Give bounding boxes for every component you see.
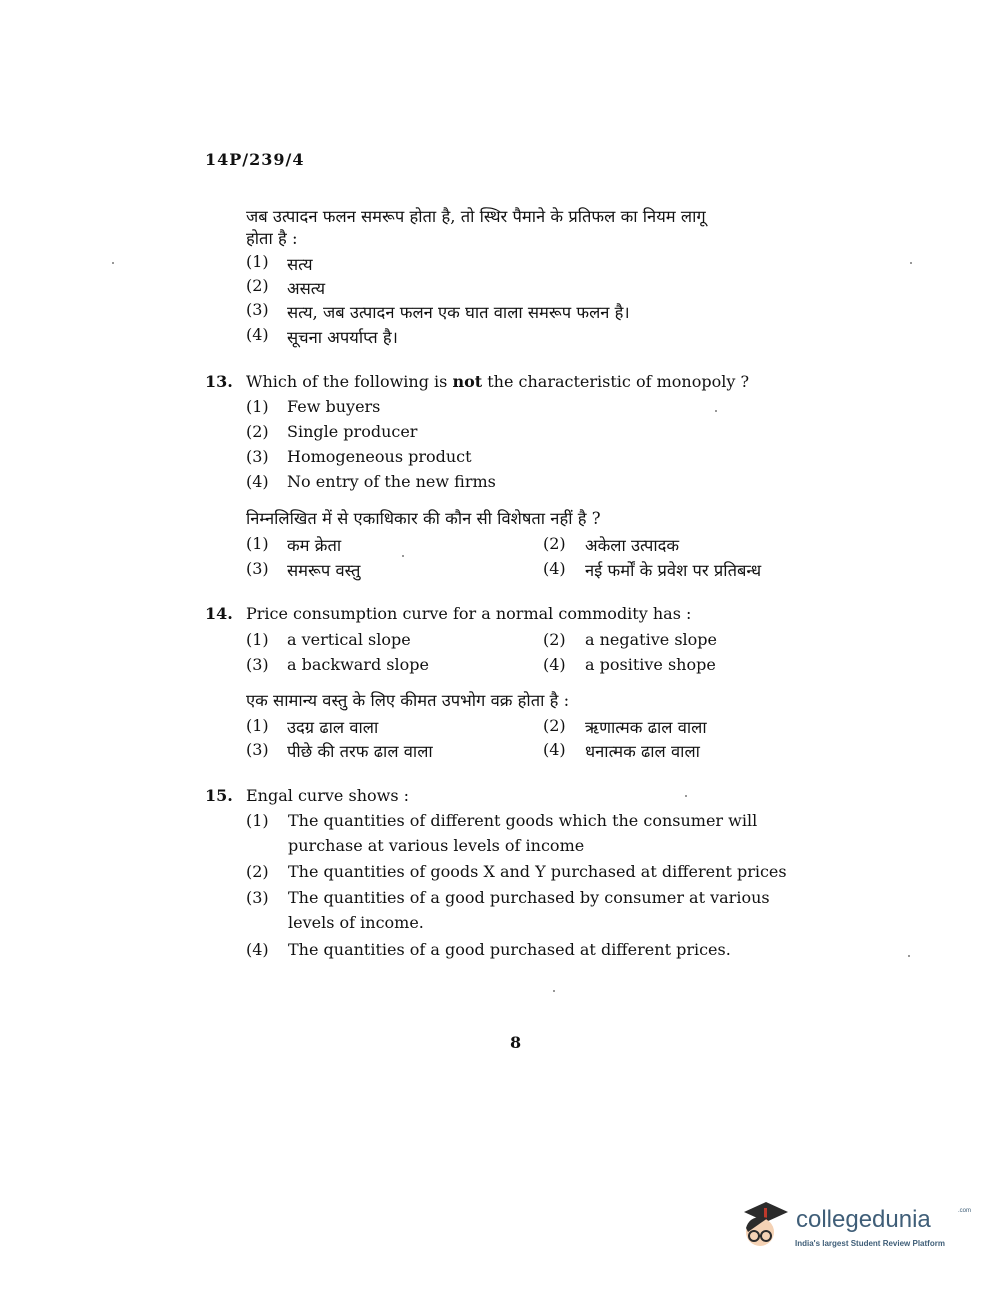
option-text: a positive shope xyxy=(585,655,716,674)
option-text-continued: levels of income. xyxy=(288,913,424,932)
question-number: 14. xyxy=(205,604,233,623)
option-number: (2) xyxy=(543,534,566,553)
option-text: Homogeneous product xyxy=(287,447,472,466)
scan-speck xyxy=(715,410,717,412)
q12-question-line1: जब उत्पादन फलन समरूप होता है, तो स्थिर पैमाने के प्रतिफल का नियम लागू xyxy=(246,207,706,226)
option-number: (4) xyxy=(543,655,566,674)
option-text: Single producer xyxy=(287,422,418,441)
scan-speck xyxy=(685,795,687,797)
hindi-option-text: नई फर्मों के प्रवेश पर प्रतिबन्ध xyxy=(585,561,762,580)
option-text: The quantities of different goods which the consumer will xyxy=(288,811,758,830)
brand-name: collegedunia xyxy=(796,1206,931,1233)
q12-option-num: (3) xyxy=(246,300,269,319)
question-text: Engal curve shows : xyxy=(246,786,410,805)
q12-question-line2: होता है : xyxy=(246,229,298,248)
q12-option-num: (1) xyxy=(246,252,269,271)
hindi-option-text: पीछे की तरफ ढाल वाला xyxy=(287,742,433,761)
hindi-option-text: समरूप वस्तु xyxy=(287,561,361,580)
hindi-option-text: अकेला उत्पादक xyxy=(585,536,680,555)
hindi-option-text: उदग्र ढाल वाला xyxy=(287,718,379,737)
option-number: (4) xyxy=(246,472,269,491)
hindi-question-text: एक सामान्य वस्तु के लिए कीमत उपभोग वक्र होता है : xyxy=(246,691,570,710)
option-text: The quantities of a good purchased by consumer at various xyxy=(288,888,770,907)
option-number: (2) xyxy=(246,862,269,881)
option-text: The quantities of goods X and Y purchased at different prices xyxy=(288,862,787,881)
hindi-question-text: निम्नलिखित में से एकाधिकार की कौन सी विशेषता नहीं है ? xyxy=(246,509,601,528)
option-number: (3) xyxy=(246,888,269,907)
scan-speck xyxy=(112,262,114,264)
option-text: a negative slope xyxy=(585,630,717,649)
option-text: a vertical slope xyxy=(287,630,411,649)
option-number: (3) xyxy=(246,447,269,466)
brand-suffix: .com xyxy=(958,1208,972,1214)
q12-option-num: (2) xyxy=(246,276,269,295)
paper-code: 14P/239/4 xyxy=(205,150,305,169)
scan-speck xyxy=(553,990,555,992)
option-text: The quantities of a good purchased at different prices. xyxy=(288,940,731,959)
option-text: a backward slope xyxy=(287,655,429,674)
option-number: (1) xyxy=(246,630,269,649)
option-text-continued: purchase at various levels of income xyxy=(288,836,585,855)
q12-option-num: (4) xyxy=(246,325,269,344)
question-number: 15. xyxy=(205,786,233,805)
scan-speck xyxy=(908,955,910,957)
hindi-option-text: कम क्रेता xyxy=(287,536,342,555)
option-number: (2) xyxy=(543,716,566,735)
option-number: (4) xyxy=(543,740,566,759)
option-number: (1) xyxy=(246,811,269,830)
scan-speck xyxy=(910,262,912,264)
q12-option-text: सत्य xyxy=(287,255,313,274)
option-number: (4) xyxy=(543,559,566,578)
option-text: Few buyers xyxy=(287,397,381,416)
option-number: (2) xyxy=(246,422,269,441)
q12-option-text: असत्य xyxy=(287,279,326,298)
option-number: (1) xyxy=(246,534,269,553)
collegedunia-watermark xyxy=(738,1198,972,1258)
question-number: 13. xyxy=(205,372,233,391)
hindi-option-text: धनात्मक ढाल वाला xyxy=(585,742,700,761)
option-number: (3) xyxy=(246,559,269,578)
page-number: 8 xyxy=(510,1033,522,1052)
mascot-icon xyxy=(738,1198,794,1254)
option-number: (3) xyxy=(246,655,269,674)
option-number: (3) xyxy=(246,740,269,759)
option-number: (1) xyxy=(246,397,269,416)
question-text: Price consumption curve for a normal commodity has : xyxy=(246,604,692,623)
brand-tagline: India's largest Student Review Platform xyxy=(795,1239,945,1248)
option-number: (1) xyxy=(246,716,269,735)
scan-speck xyxy=(402,555,404,557)
hindi-option-text: ऋणात्मक ढाल वाला xyxy=(585,718,707,737)
question-text: Which of the following is not the characteristic of monopoly ? xyxy=(246,372,750,391)
option-number: (2) xyxy=(543,630,566,649)
q12-option-text: सूचना अपर्याप्त है। xyxy=(287,328,398,347)
option-number: (4) xyxy=(246,940,269,959)
q12-option-text: सत्य, जब उत्पादन फलन एक घात वाला समरूप फलन है। xyxy=(287,303,630,322)
option-text: No entry of the new firms xyxy=(287,472,496,491)
